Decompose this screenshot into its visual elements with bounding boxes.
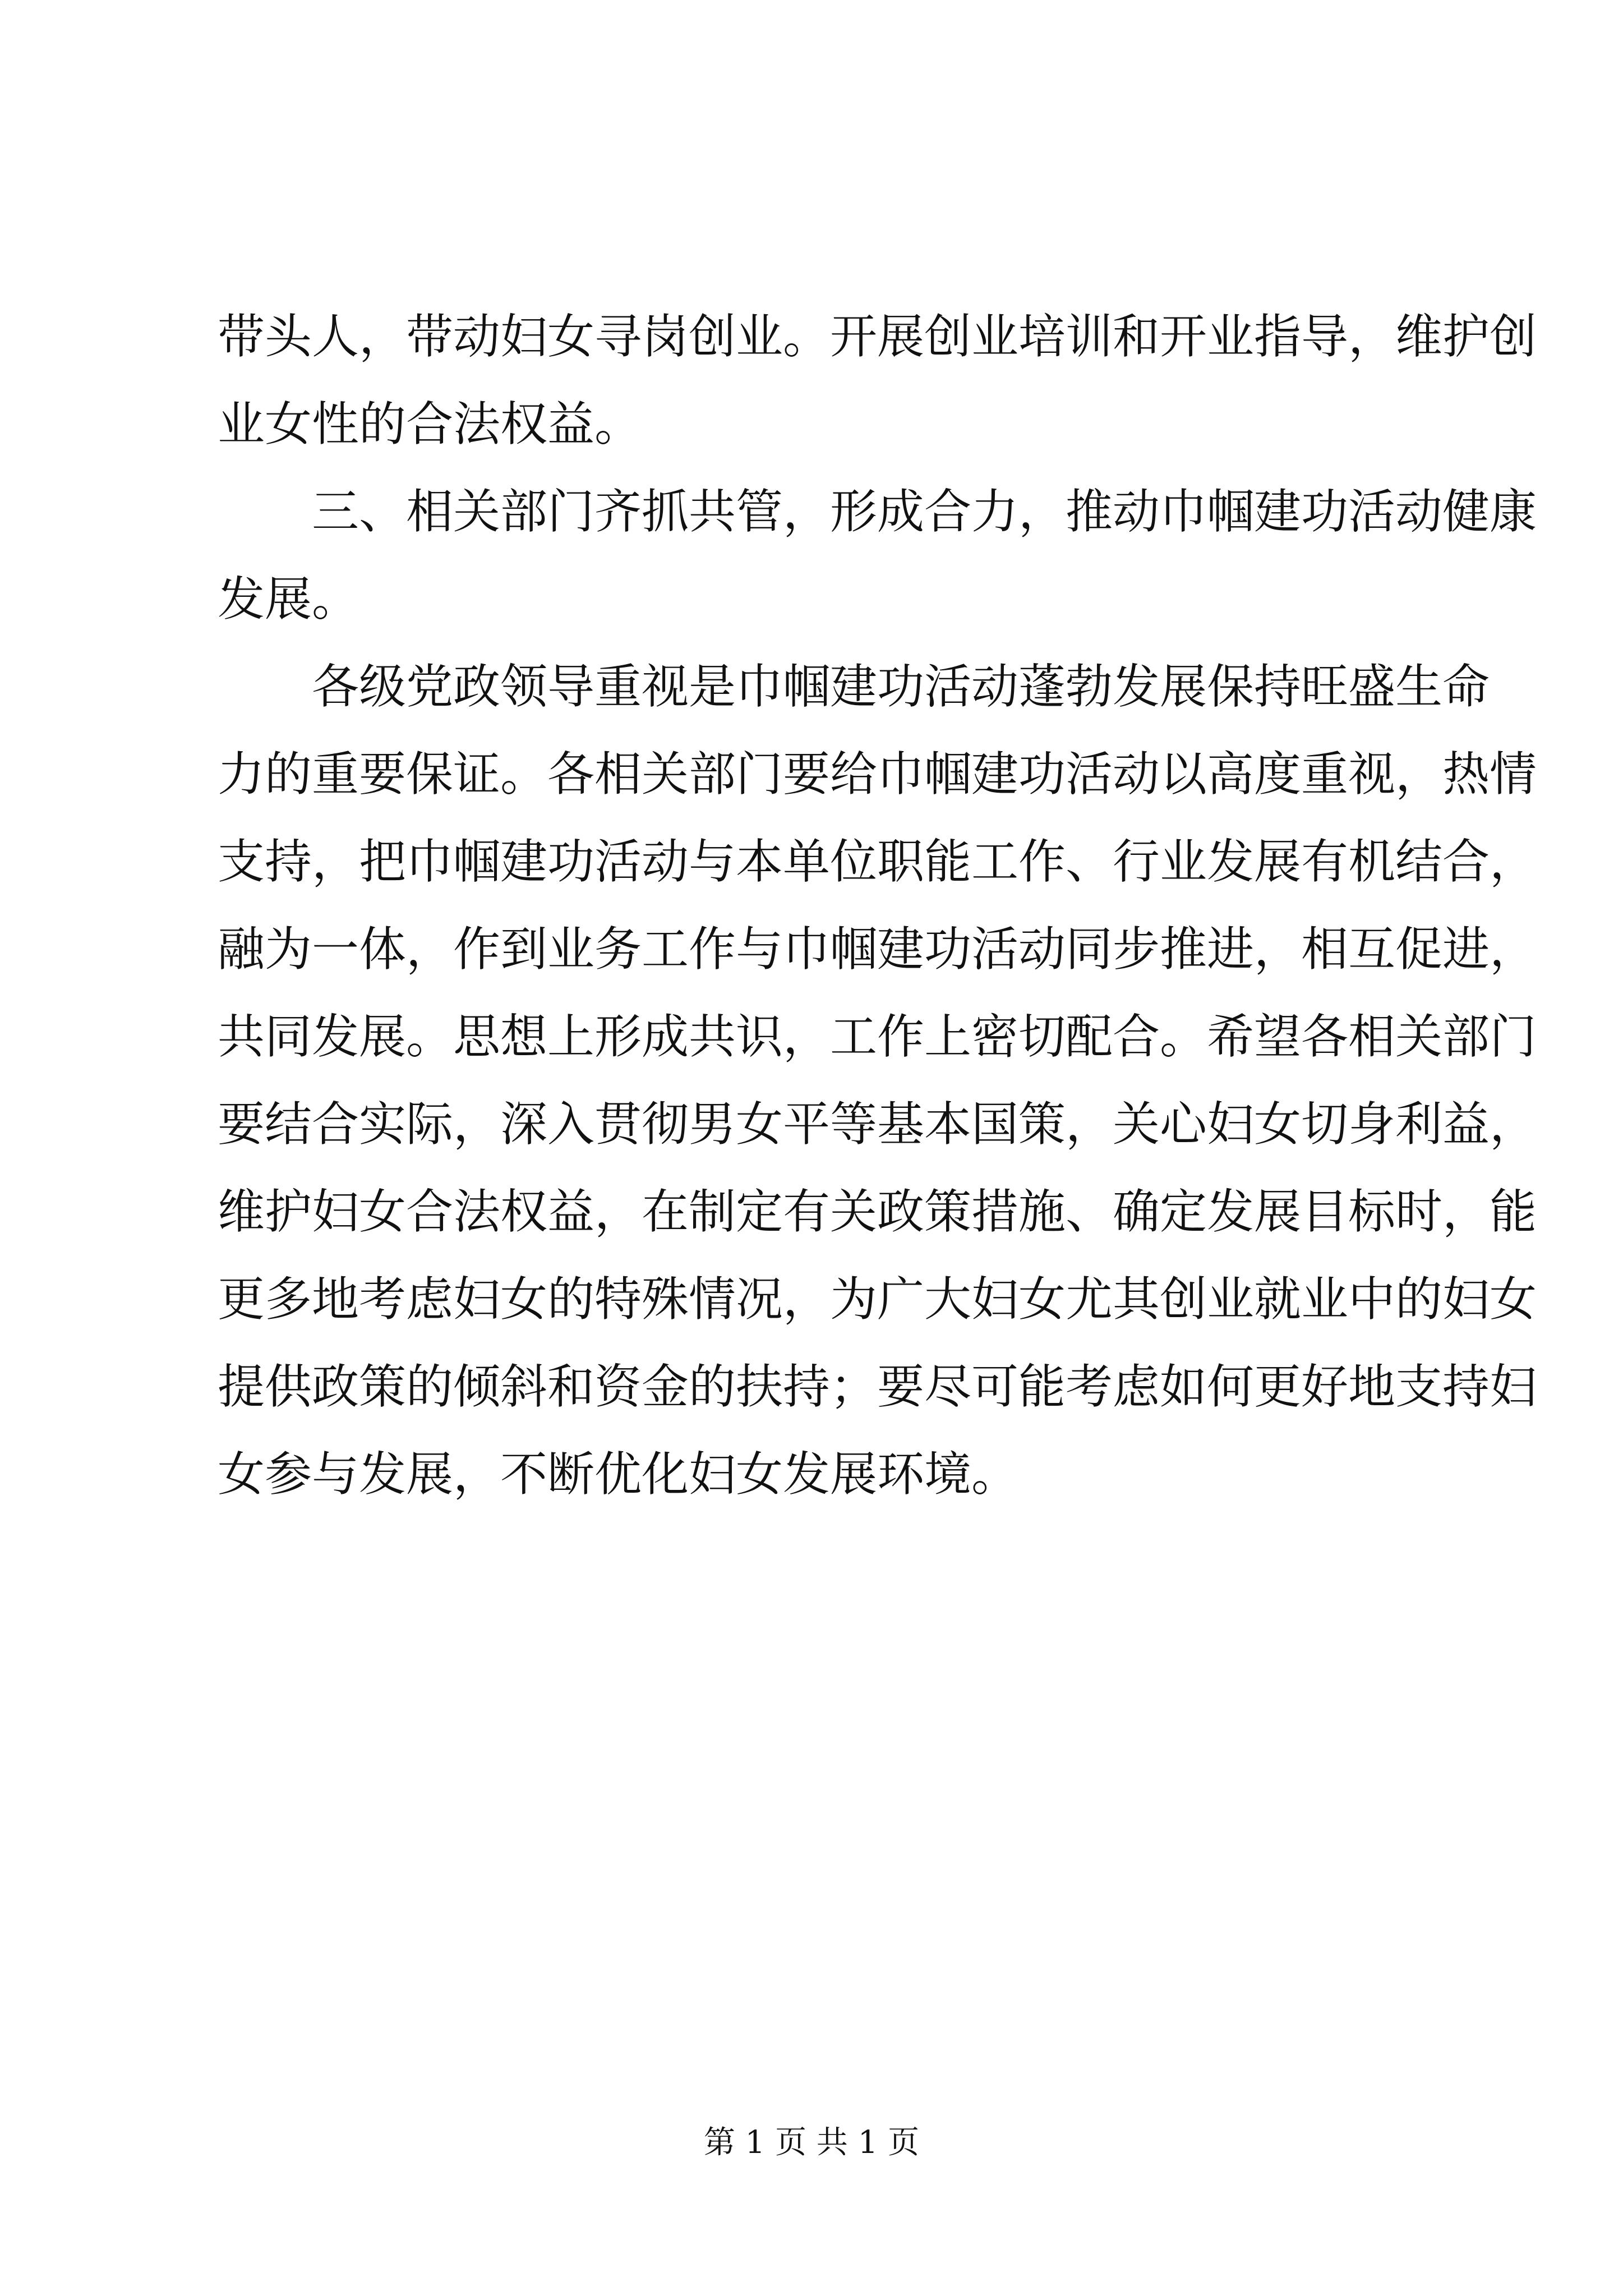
- text-line-content: 共同发展。思想上形成共识，工作上密切配合。希望各相关部门: [218, 1009, 1537, 1064]
- text-line-content: 要结合实际，深入贯彻男女平等基本国策，关心妇女切身利益，: [218, 1097, 1537, 1152]
- text-line: [0, 740, 1623, 808]
- text-line: [0, 915, 1623, 983]
- text-line: [0, 828, 1623, 895]
- text-line: [0, 1178, 1623, 1245]
- text-line-content: 融为一体，作到业务工作与巾帼建功活动同步推进，相互促进，: [218, 922, 1537, 977]
- text-line: [0, 1441, 1623, 1508]
- text-line-content: 更多地考虑妇女的特殊情况，为广大妇女尤其创业就业中的妇女: [218, 1272, 1537, 1327]
- text-line-content: 维护妇女合法权益，在制定有关政策措施、确定发展目标时，能: [218, 1184, 1537, 1239]
- text-line: [0, 1091, 1623, 1158]
- text-line-content: 提供政策的倾斜和资金的扶持；要尽可能考虑如何更好地支持妇: [218, 1359, 1537, 1414]
- text-line: [0, 653, 1623, 720]
- text-line-content: 力的重要保证。各相关部门要给巾帼建功活动以高度重视，热情: [218, 747, 1537, 802]
- page-footer: 第 1 页 共 1 页: [703, 2124, 920, 2161]
- text-line-content: 支持，把巾帼建功活动与本单位职能工作、行业发展有机结合，: [218, 834, 1537, 889]
- text-line: [0, 1353, 1623, 1420]
- text-line-content: 业女性的合法权益。: [218, 397, 642, 452]
- text-line-content: 带头人，带动妇女寻岗创业。开展创业培训和开业指导，维护创: [218, 309, 1537, 364]
- text-line-content: 女参与发展，不断优化妇女发展环境。: [218, 1447, 1019, 1502]
- heading-line: [0, 565, 1623, 633]
- text-line: [0, 390, 1623, 458]
- text-line: [0, 303, 1623, 370]
- section-heading: 三、相关部门齐抓共管，形成合力，推动巾帼建功活动健康: [312, 484, 1537, 539]
- text-line: [0, 1003, 1623, 1070]
- heading-line: [0, 478, 1623, 545]
- text-line-content: 各级党政领导重视是巾帼建功活动蓬勃发展保持旺盛生命: [312, 659, 1490, 714]
- text-line: [0, 1266, 1623, 1333]
- section-heading-continued: 发展。: [218, 572, 359, 627]
